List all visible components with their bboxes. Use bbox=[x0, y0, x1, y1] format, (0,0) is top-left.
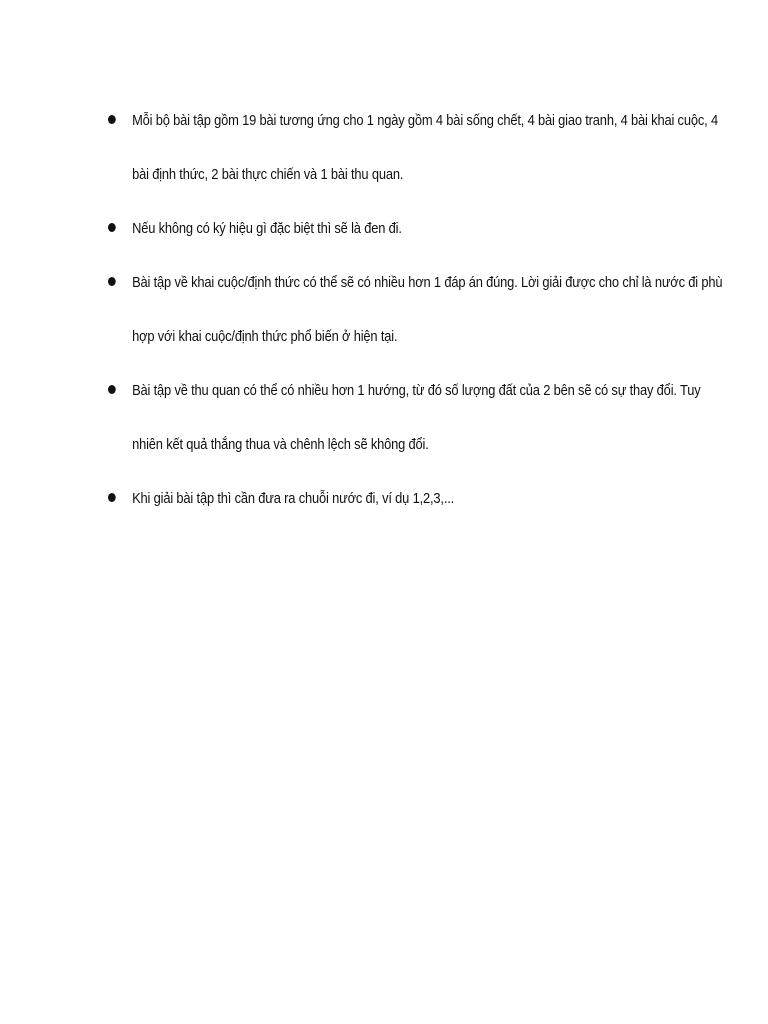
bullet-dot-icon bbox=[108, 223, 116, 232]
list-item bbox=[108, 202, 734, 256]
list-item-text: Nếu không có ký hiệu gì đặc biệt thì sẽ là đen đi. bbox=[132, 220, 402, 237]
bullet-dot-icon bbox=[108, 277, 116, 286]
list-item bbox=[108, 94, 734, 202]
bullet-list bbox=[108, 94, 723, 526]
list-item bbox=[108, 472, 734, 526]
list-item-text: Bài tập về khai cuộc/định thức có thể sẽ có nhiều hơn 1 đáp án đúng. Lời giải được cho chỉ là nước đi phù hợp với khai cuộc/định thức phổ biến ở hiện tại. bbox=[132, 274, 723, 345]
bullet-dot-icon bbox=[108, 115, 116, 124]
list-item-text: Bài tập về thu quan có thể có nhiều hơn 1 hướng, từ đó số lượng đất của 2 bên sẽ có sự thay đổi. Tuy nhiên kết quả thắng thua và chênh lệch sẽ không đổi. bbox=[132, 382, 701, 453]
list-item-text: Khi giải bài tập thì cần đưa ra chuỗi nước đi, ví dụ 1,2,3,... bbox=[132, 490, 455, 507]
list-item-text: Mỗi bộ bài tập gồm 19 bài tương ứng cho 1 ngày gồm 4 bài sống chết, 4 bài giao tranh, 4 bài khai cuộc, 4 bài định thức, 2 bài thực chiến và 1 bài thu quan. bbox=[132, 112, 718, 183]
list-item bbox=[108, 364, 734, 472]
list-item bbox=[108, 256, 734, 364]
bullet-dot-icon bbox=[108, 493, 116, 502]
bullet-dot-icon bbox=[108, 385, 116, 394]
